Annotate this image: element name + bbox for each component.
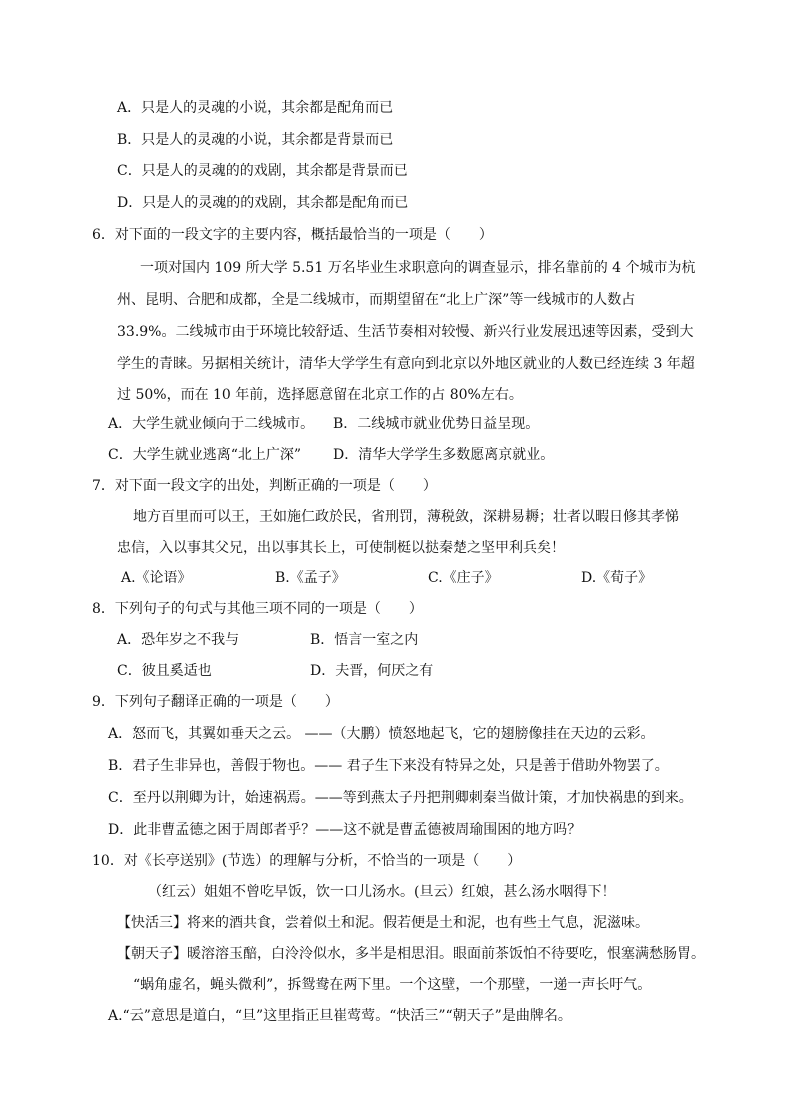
q7-stem: 7．对下面一段文字的出处，判断正确的一项是（ ） (92, 478, 437, 494)
q10-verse-line: 【朝天子】暖溶溶玉醅，白泠泠似水，多半是相思泪。眼面前茶饭怕不待要吃，恨塞满愁肠胃。 (117, 946, 705, 962)
q6-option-d: D．清华大学学生多数愿离京就业。 (333, 447, 555, 463)
q9-option-c: C．至丹以荆卿为计，始速祸焉。——等到燕太子丹把荆卿刺秦当做计策，才加快祸患的到来。 (108, 790, 693, 806)
q5-option-a: A．只是人的灵魂的小说，其余都是配角而已 (117, 100, 394, 116)
q8-option-a: A．恐年岁之不我与 (117, 632, 240, 648)
q6-option-b: B．二线城市就业优势日益呈现。 (333, 416, 540, 432)
q6-option-a: A．大学生就业倾向于二线城市。 (108, 416, 315, 432)
q6-passage-line: 州、昆明、合肥和成都，全是二线城市，而期望留在“北上广深”等一线城市的人数占 (117, 292, 636, 308)
q10-verse-line: 【快活三】将来的酒共食，尝着似土和泥。假若便是土和泥，也有些土气息，泥滋味。 (117, 915, 649, 931)
q5-option-d: D．只是人的灵魂的的戏剧，其余都是配角而已 (117, 195, 409, 211)
q7-option-a: A.《论语》 (121, 570, 192, 586)
q8-option-b: B．悟言一室之内 (310, 632, 419, 648)
q10-option-a: A.“云”意思是道白，“旦”这里指正旦崔莺莺。“快活三”“朝天子”是曲牌名。 (108, 1008, 572, 1024)
q10-stem: 10．对《长亭送别》(节选）的理解与分析，不恰当的一项是（ ） (92, 853, 522, 869)
q6-passage-line: 过 50%，而在 10 年前，选择愿意留在北京工作的占 80%左右。 (117, 387, 523, 403)
q6-passage-line: 一项对国内 109 所大学 5.51 万名毕业生求职意向的调查显示，排名靠前的 4 个城市为杭 (140, 260, 696, 276)
q9-option-d: D．此非曹孟德之困于周郎者乎？——这不就是曹孟德被周瑜围困的地方吗？ (108, 822, 582, 838)
q6-passage-line: 33.9%。二线城市由于环境比较舒适、生活节奏相对较慢、新兴行业发展迅速等因素，受到大 (117, 324, 694, 340)
q7-passage-line: 忠信，入以事其父兄，出以事其长上，可使制梃以挞秦楚之坚甲利兵矣！ (117, 540, 565, 556)
q5-option-b: B．只是人的灵魂的小说，其余都是背景而已 (117, 132, 394, 148)
q7-option-d: D.《荀子》 (581, 570, 653, 586)
q7-option-b: B.《孟子》 (275, 570, 346, 586)
q9-stem: 9．下列句子翻译正确的一项是（ ） (92, 694, 339, 710)
q9-option-b: B．君子生非异也，善假于物也。—— 君子生下来没有特异之处，只是善于借助外物罢了。 (108, 758, 669, 774)
q9-option-a: A．怒而飞，其翼如垂天之云。 ——（大鹏）愤怒地起飞，它的翅膀像挂在天边的云彩。 (108, 726, 655, 742)
q10-dialogue-line: （红云）姐姐不曾吃早饭，饮一口儿汤水。(旦云）红娘，甚么汤水咽得下！ (148, 884, 616, 900)
q7-passage-line: 地方百里而可以王，王如施仁政於民，省刑罚，薄税敛，深耕易耨；壮者以暇日修其孝悌 (133, 509, 679, 525)
q8-option-d: D．夫晋，何厌之有 (310, 663, 434, 679)
q6-option-c: C．大学生就业逃离“北上广深” (108, 447, 302, 463)
q10-verse-line: “蜗角虚名，蝇头微利”，拆鸳鸯在两下里。一个这壁，一个那壁，一递一声长吁气。 (133, 977, 652, 993)
q8-option-c: C．彼且奚适也 (117, 663, 212, 679)
q8-stem: 8．下列句子的句式与其他三项不同的一项是（ ） (92, 601, 423, 617)
q6-stem: 6．对下面的一段文字的主要内容，概括最恰当的一项是（ ） (92, 227, 493, 243)
q6-passage-line: 学生的青睐。另据相关统计，清华大学学生有意向到北京以外地区就业的人数已经连续 3 年超 (117, 356, 695, 372)
q5-option-c: C．只是人的灵魂的的戏剧，其余都是背景而已 (117, 163, 408, 179)
q7-option-c: C.《庄子》 (428, 570, 499, 586)
